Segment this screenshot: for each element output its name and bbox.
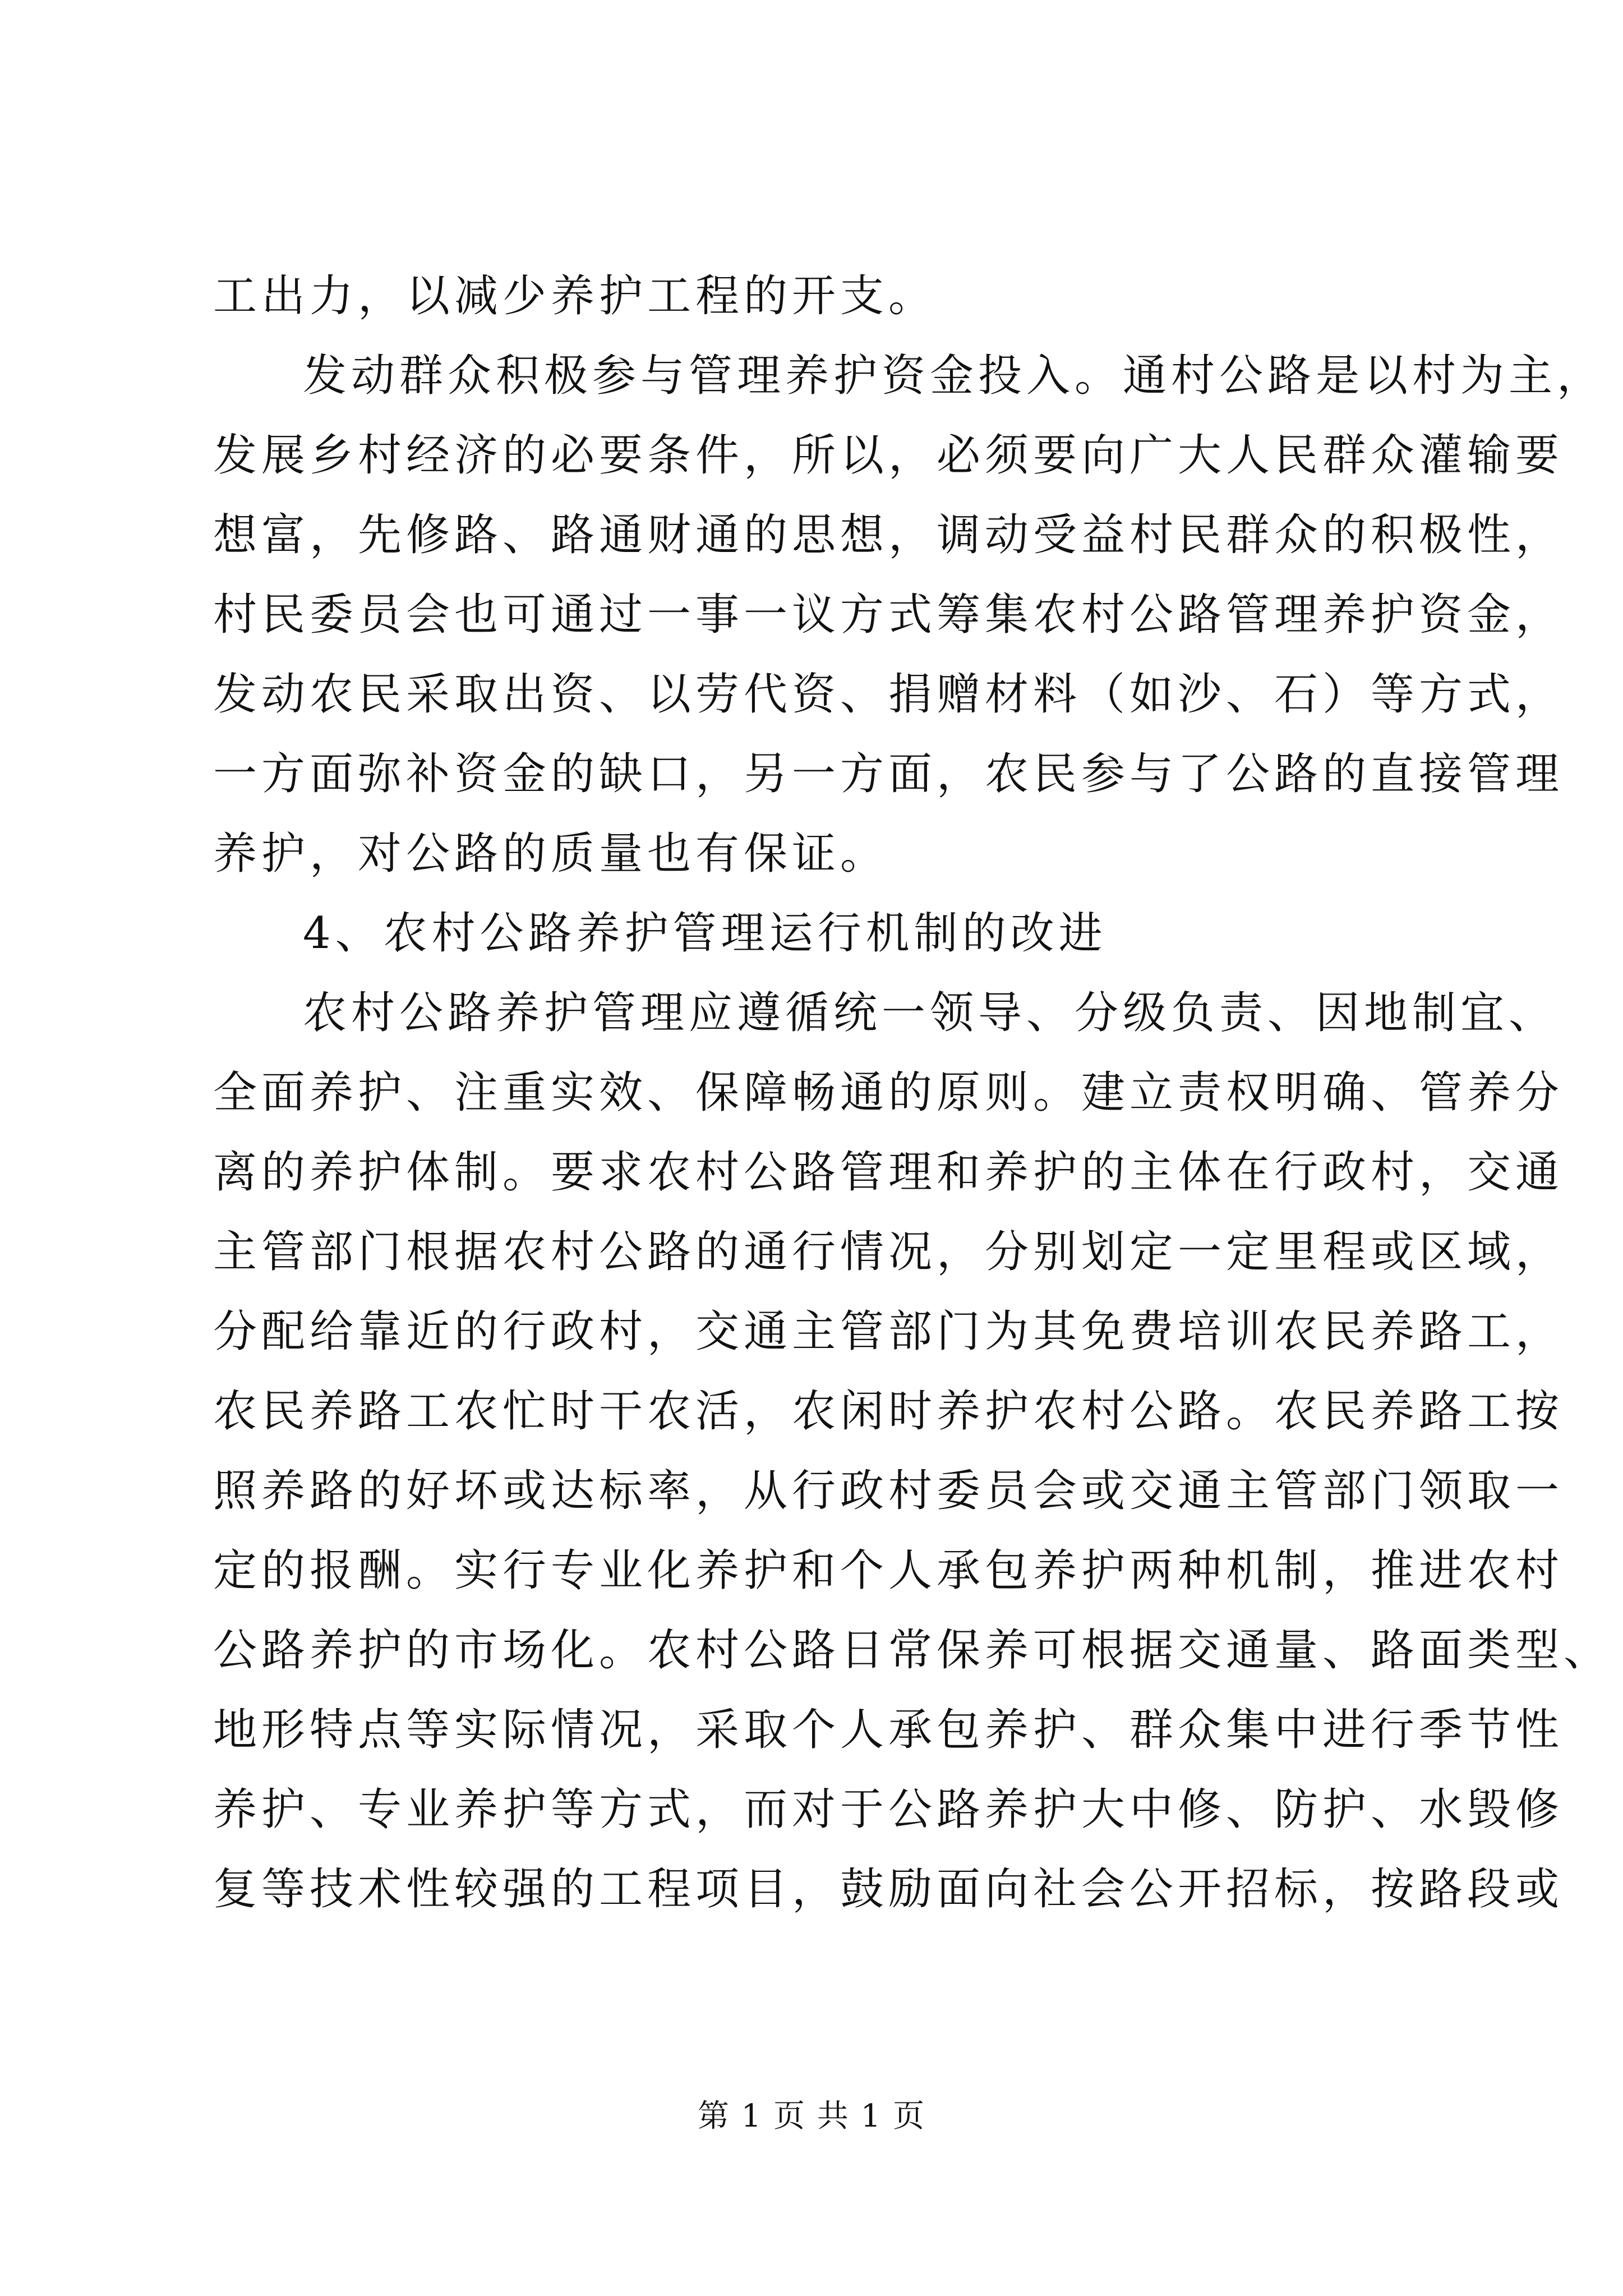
text-line: 养护、专业养护等方式，而对于公路养护大中修、防护、水毁修 bbox=[213, 1784, 1564, 1835]
text-line: 照养路的好坏或达标率，从行政村委员会或交通主管部门领取一 bbox=[213, 1466, 1564, 1516]
text-line: 公路养护的市场化。农村公路日常保养可根据交通量、路面类型、 bbox=[213, 1625, 1612, 1676]
text-line: 离的养护体制。要求农村公路管理和养护的主体在行政村，交通 bbox=[213, 1147, 1564, 1198]
text-line: 地形特点等实际情况，采取个人承包养护、群众集中进行季节性 bbox=[213, 1705, 1564, 1755]
text-line: 养护，对公路的质量也有保证。 bbox=[213, 829, 889, 879]
text-line: 村民委员会也可通过一事一议方式筹集农村公路管理养护资金， bbox=[213, 590, 1564, 640]
text-line: 定的报酬。实行专业化养护和个人承包养护两种机制，推进农村 bbox=[213, 1545, 1564, 1596]
text-line: 复等技术性较强的工程项目，鼓励面向社会公开招标，按路段或 bbox=[213, 1864, 1564, 1915]
text-line: 农村公路养护管理应遵循统一领导、分级负责、因地制宜、 bbox=[303, 988, 1557, 1038]
page-footer: 第 1 页 共 1 页 bbox=[697, 2098, 926, 2134]
text-line: 全面养护、注重实效、保障畅通的原则。建立责权明确、管养分 bbox=[213, 1068, 1564, 1118]
text-line: 主管部门根据农村公路的通行情况，分别划定一定里程或区域， bbox=[213, 1227, 1564, 1277]
text-line: 分配给靠近的行政村，交通主管部门为其免费培训农民养路工， bbox=[213, 1306, 1564, 1357]
text-line: 发动群众积极参与管理养护资金投入。通村公路是以村为主， bbox=[303, 351, 1606, 401]
text-line: 一方面弥补资金的缺口，另一方面，农民参与了公路的直接管理 bbox=[213, 749, 1564, 799]
text-line: 想富，先修路、路通财通的思想，调动受益村民群众的积极性， bbox=[213, 510, 1564, 560]
text-line: 农民养路工农忙时干农活，农闲时养护农村公路。农民养路工按 bbox=[213, 1386, 1564, 1437]
text-line: 4、农村公路养护管理运行机制的改进 bbox=[303, 908, 1107, 959]
text-line: 发动农民采取出资、以劳代资、捐赠材料（如沙、石）等方式， bbox=[213, 669, 1564, 720]
text-line: 发展乡村经济的必要条件，所以，必须要向广大人民群众灌输要 bbox=[213, 430, 1564, 481]
text-line: 工出力，以减少养护工程的开支。 bbox=[213, 271, 937, 321]
